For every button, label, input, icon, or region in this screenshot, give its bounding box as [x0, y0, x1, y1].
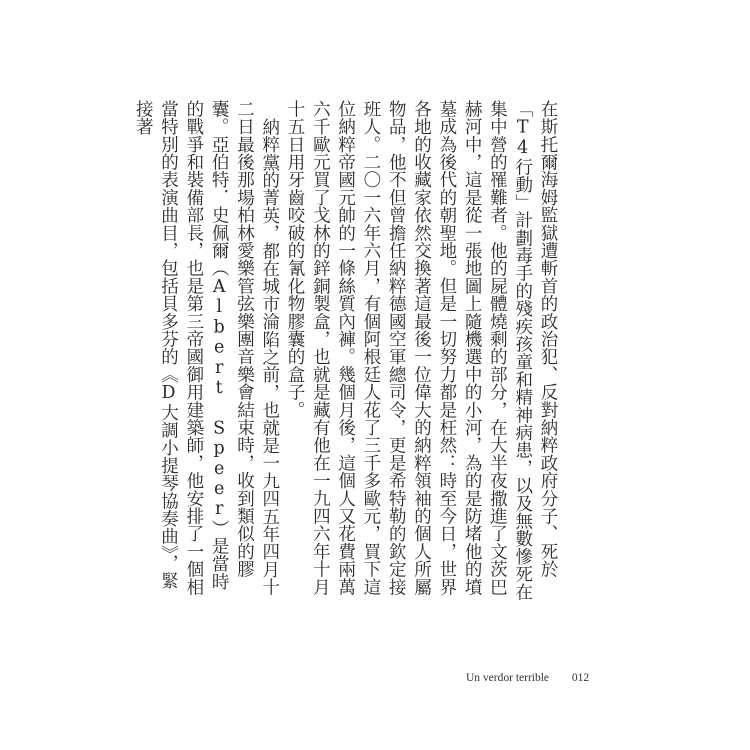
paragraph-2: 納粹黨的菁英，都在城市淪陷之前，也就是一九四五年四月十二日最後那場柏林愛樂管弦樂團音樂會結束時，收到類似的膠囊。亞伯特．史佩爾（Albert Speer）是當時的戰爭和裝備部長，也是第三帝國御用建築師，他安排了一個相當特別的表演曲目，包括貝多芬的《D大調小提琴協奏曲》，緊接著: [133, 100, 280, 596]
vertical-text-block: [133, 100, 560, 605]
page-number: 012: [571, 672, 590, 684]
paragraph-1: 在斯托爾海姆監獄遭斬首的政治犯、反對納粹政府分子、死於「T4行動」計劃毒手的殘疾孩童和精神病患，以及無數慘死在集中營的罹難者。他的屍體燒剩的部分，在大半夜撒進了文茨巴赫河中，這是從一張地圖上隨機選中的小河，為的是防堵他的墳墓成為後代的朝聖地。但是一切努力都是枉然：時至今日，世界各地的收藏家依然交換著這最後一位偉大的納粹領袖的個人所屬物品，他不但曾擔任納粹德國空軍總司令，更是希特勒的欽定接班人。二〇一六年六月，有個阿根廷人花了三千多歐元，買下這位納粹帝國元帥的一條絲質內褲。幾個月後，這個人又花費兩萬六千歐元買了戈林的鋅銅製盒，也就是藏有他在一九四六年十月十五日用牙齒咬破的氰化物膠囊的盒子。: [285, 100, 558, 601]
page-footer: [466, 672, 589, 684]
running-title: Un verdor terrible: [466, 672, 550, 684]
